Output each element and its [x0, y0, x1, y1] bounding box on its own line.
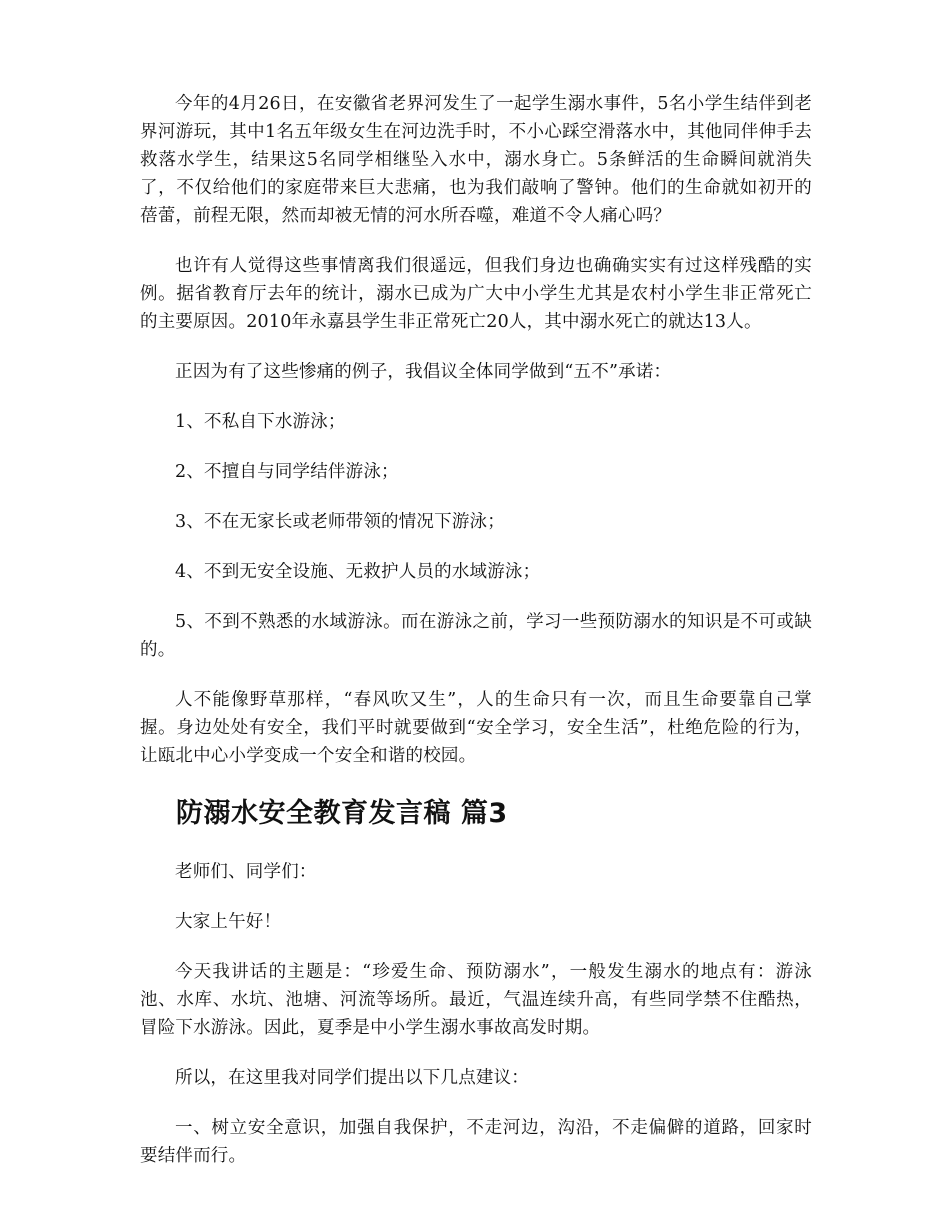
suggestion-item-1: 一、树立安全意识，加强自我保护，不走河边，沟沿，不走偏僻的道路，回家时要结伴而行。	[140, 1118, 812, 1166]
paragraph-pledge-intro: 正因为有了这些惨痛的例子，我倡议全体同学做到“五不”承诺：	[175, 362, 672, 382]
paragraph-topic: 今天我讲话的主题是：“珍爱生命、预防溺水”，一般发生溺水的地点有：游泳池、水库、水坑、池塘、河流等场所。最近，气温连续升高，有些同学禁不住酷热，冒险下水游泳。因此，夏季是中小学生溺水事故高发时期。	[140, 962, 812, 1038]
paragraph-suggestions-intro: 所以，在这里我对同学们提出以下几点建议：	[175, 1068, 529, 1088]
paragraph-greeting: 大家上午好！	[175, 912, 282, 932]
paragraph-conclusion: 人不能像野草那样，“春风吹又生”，人的生命只有一次，而且生命要靠自己掌握。身边处处有安全，我们平时就要做到“安全学习，安全生活”，杜绝危险的行为，让瓯北中心小学变成一个安全和谐的校园。	[140, 690, 812, 766]
pledge-item-3: 3、不在无家长或老师带领的情况下游泳；	[175, 512, 505, 532]
paragraph-statistics: 也许有人觉得这些事情离我们很遥远，但我们身边也确确实实有过这样残酷的实例。据省教育厅去年的统计，溺水已成为广大中小学生尤其是农村小学生非正常死亡的主要原因。2010年永嘉县学生非正常死亡20人，其中溺水死亡的就达13人。	[140, 256, 812, 332]
pledge-item-5: 5、不到不熟悉的水域游泳。而在游泳之前，学习一些预防溺水的知识是不可或缺的。	[140, 612, 812, 660]
pledge-item-2: 2、不擅自与同学结伴游泳；	[175, 462, 399, 482]
paragraph-salutation: 老师们、同学们：	[175, 862, 317, 882]
pledge-item-4: 4、不到无安全设施、无救护人员的水域游泳；	[175, 562, 541, 582]
document-body	[140, 90, 812, 1192]
section-heading: 防溺水安全教育发言稿 篇3	[176, 798, 508, 829]
pledge-item-1: 1、不私自下水游泳；	[175, 412, 346, 432]
paragraph-drowning-incident: 今年的4月26日，在安徽省老界河发生了一起学生溺水事件，5名小学生结伴到老界河游玩，其中1名五年级女生在河边洗手时，不小心踩空滑落水中，其他同伴伸手去救落水学生，结果这5名同学相继坠入水中，溺水身亡。5条鲜活的生命瞬间就消失了，不仅给他们的家庭带来巨大悲痛，也为我们敲响了警钟。他们的生命就如初开的蓓蕾，前程无限，然而却被无情的河水所吞噬，难道不令人痛心吗？	[140, 94, 812, 226]
